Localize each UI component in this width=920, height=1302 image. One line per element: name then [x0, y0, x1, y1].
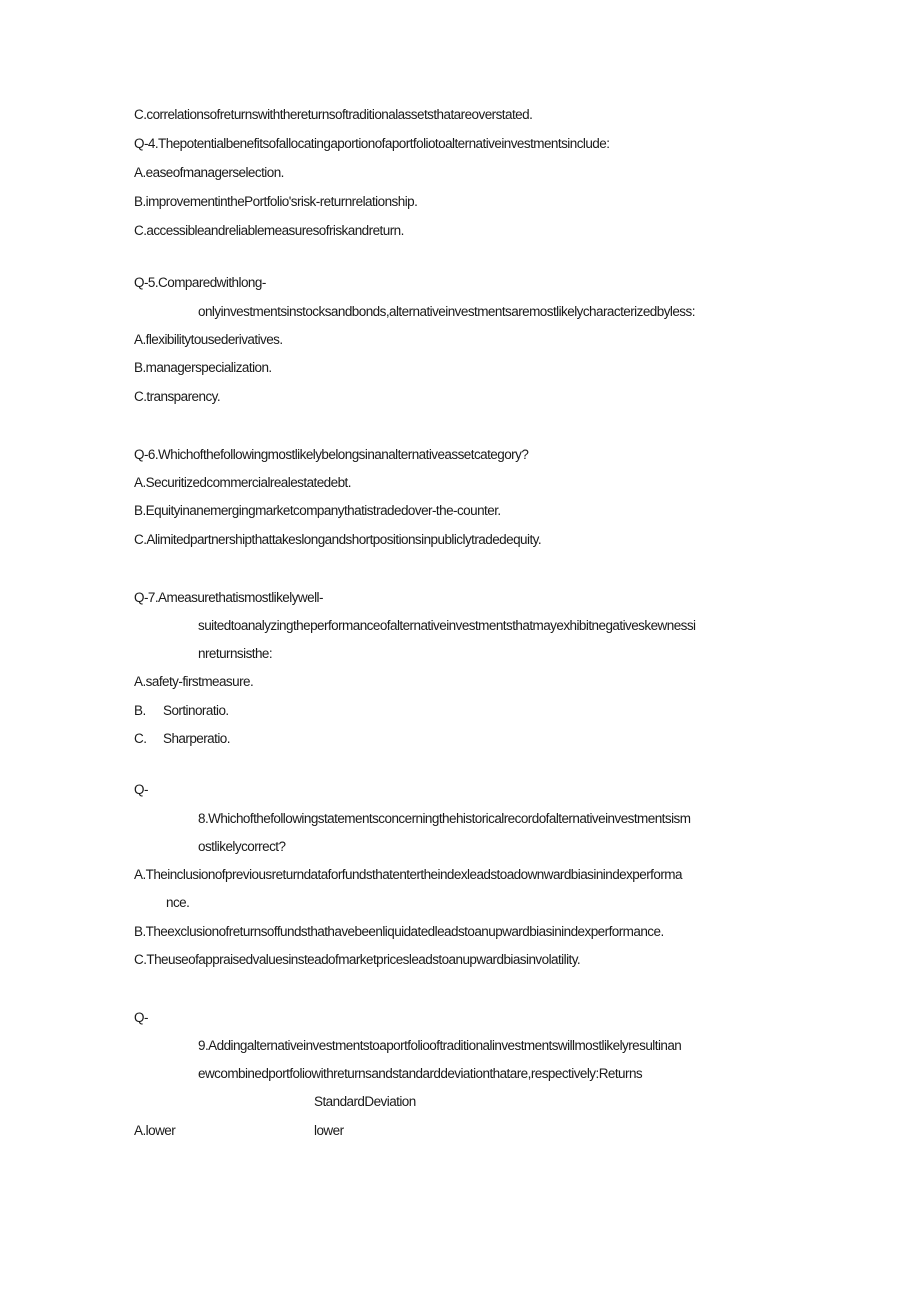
- q7-option-b-text: Sortinoratio.: [163, 703, 229, 718]
- q8-option-a-cont: nce.: [166, 895, 190, 910]
- q6-stem: Q-6.Whichofthefollowingmostlikelybelongsinanalternativeassetcategory?: [134, 447, 529, 462]
- q6-option-a: A.Securitizedcommercialrealestatedebt.: [134, 475, 351, 490]
- q9-stem-cont: ewcombinedportfoliowithreturnsandstandarddeviationthatare,respectively:Returns: [198, 1066, 643, 1081]
- q5-stem-cont: onlyinvestmentsinstocksandbonds,alternativeinvestmentsaremostlikelycharacterizedbyless:: [198, 304, 695, 319]
- q7-stem: Q-7.Ameasurethatismostlikelywell-: [134, 590, 323, 605]
- q8-stem-cont: 8.Whichofthefollowingstatementsconcerningthehistoricalrecordofalternativeinvestmentsism: [198, 811, 691, 826]
- q6-option-b: B.Equityinanemergingmarketcompanythatistradedover-the-counter.: [134, 503, 501, 518]
- q5-option-b: B.managerspecialization.: [134, 360, 272, 375]
- q3-option-c: C.correlationsofreturnswiththereturnsoftraditionalassetsthatareoverstated.: [134, 107, 533, 122]
- q4-option-c: C.accessibleandreliablemeasuresofriskandreturn.: [134, 223, 404, 238]
- q8-stem-cont: ostlikelycorrect?: [198, 839, 286, 854]
- q7-option-c-text: Sharperatio.: [163, 731, 230, 746]
- q8-option-c: C.Theuseofappraisedvaluesinsteadofmarketpricesleadstoanupwardbiasinvolatility.: [134, 952, 581, 967]
- q5-option-c: C.transparency.: [134, 389, 221, 404]
- q5-option-a: A.flexibilitytousederivatives.: [134, 332, 283, 347]
- q7-option-b-letter: B.: [134, 703, 146, 718]
- q6-option-c: C.Alimitedpartnershipthattakeslongandshortpositionsinpubliclytradedequity.: [134, 532, 542, 547]
- q9-option-a-sd: lower: [314, 1123, 344, 1138]
- q4-option-a: A.easeofmanagerselection.: [134, 165, 284, 180]
- q8-stem: Q-: [134, 782, 148, 797]
- q7-stem-cont: suitedtoanalyzingtheperformanceofalternativeinvestmentsthatmayexhibitnegativeskewnessi: [198, 618, 696, 633]
- q4-option-b: B.improvementinthePortfolio'srisk-returnrelationship.: [134, 194, 418, 209]
- q9-stem-cont: 9.Addingalternativeinvestmentstoaportfoliooftraditionalinvestmentswillmostlikelyresultinan: [198, 1038, 682, 1053]
- q9-option-a-returns: A.lower: [134, 1123, 176, 1138]
- q7-option-c-letter: C.: [134, 731, 147, 746]
- q9-stem: Q-: [134, 1010, 148, 1025]
- q4-stem: Q-4.Thepotentialbenefitsofallocatingaportionofaportfoliotoalternativeinvestmentsinclude:: [134, 136, 610, 151]
- q7-stem-cont: nreturnsisthe:: [198, 646, 273, 661]
- q8-option-b: B.Theexclusionofreturnsoffundsthathavebeenliquidatedleadstoanupwardbiasinindexperformance.: [134, 924, 664, 939]
- q9-column-header-sd: StandardDeviation: [314, 1094, 416, 1109]
- q5-stem: Q-5.Comparedwithlong-: [134, 275, 266, 290]
- q7-option-a: A.safety-firstmeasure.: [134, 674, 254, 689]
- q8-option-a: A.Theinclusionofpreviousreturndataforfundsthatentertheindexleadstoadownwardbiasinindexperforma: [134, 867, 682, 882]
